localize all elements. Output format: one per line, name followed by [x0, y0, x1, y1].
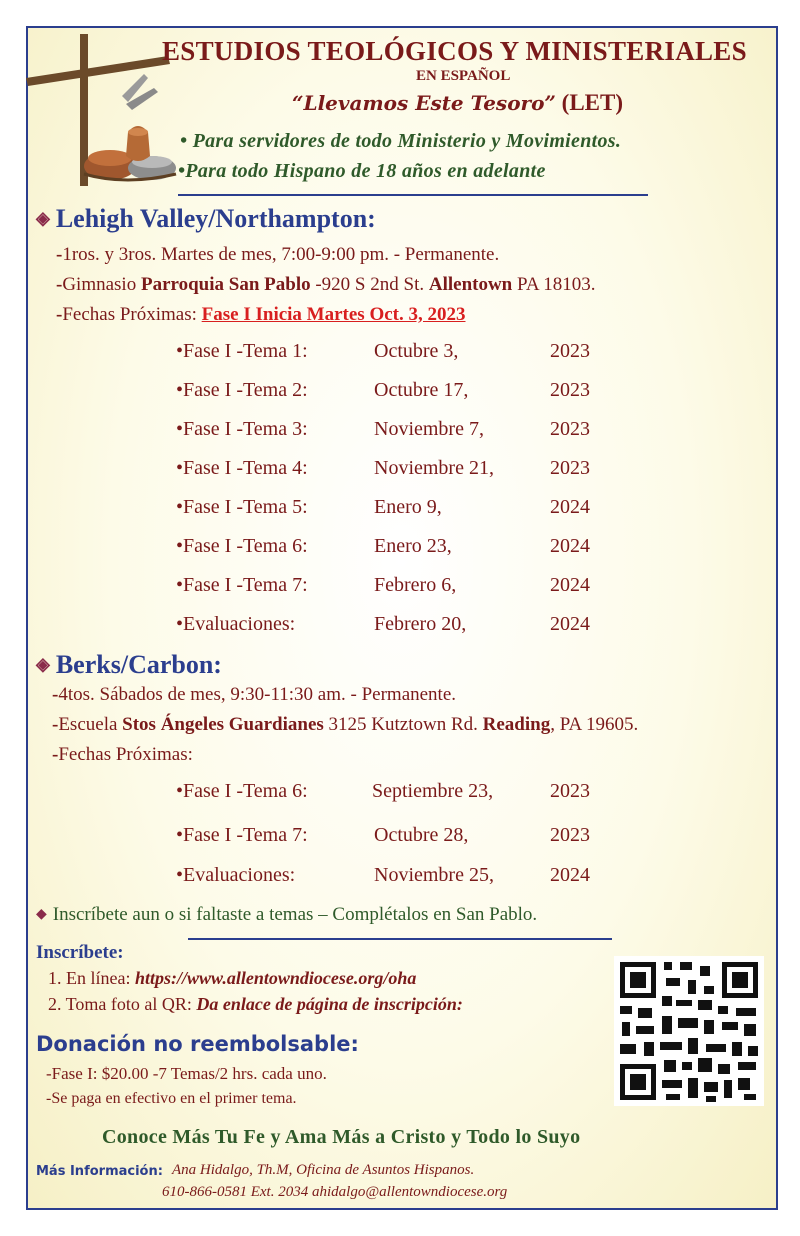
motto: Conoce Más Tu Fe y Ama Más a Cristo y Todo lo Suyo [102, 1126, 581, 1148]
qr-code-icon[interactable] [614, 956, 764, 1106]
lehigh-schedule-line: -1ros. y 3ros. Martes de mes, 7:00-9:00 pm. - Permanente. [56, 244, 500, 265]
berks-address-line: -Escuela Stos Ángeles Guardianes 3125 Kutztown Rd. Reading, PA 19605. [52, 714, 639, 735]
flyer [26, 26, 778, 1210]
info-contact-details: 610-866-0581 Ext. 2034 ahidalgo@allentowndiocese.org [162, 1184, 508, 1200]
audience-bullet-age: •Para todo Hispano de 18 años en adelante [178, 160, 546, 182]
table-row: •Fase I -Tema 6: Enero 23, 2024 [176, 535, 590, 557]
table-row: •Fase I -Tema 2: Octubre 17, 2023 [176, 379, 590, 401]
table-row: •Evaluaciones: Noviembre 25, 2024 [176, 864, 590, 886]
table-row: •Fase I -Tema 5: Enero 9, 2024 [176, 496, 590, 518]
table-row: •Fase I -Tema 7: Octubre 28, 2023 [176, 824, 590, 846]
table-row: •Evaluaciones: Febrero 20, 2024 [176, 613, 590, 635]
start-date-link[interactable]: Fase I Inicia Martes Oct. 3, 2023 [201, 304, 466, 325]
register-heading: Inscríbete: [36, 942, 124, 963]
lehigh-address-line: -Gimnasio Parroquia San Pablo -920 S 2nd St. Allentown PA 18103. [56, 274, 596, 295]
table-row: •Fase I -Tema 3: Noviembre 7, 2023 [176, 418, 590, 440]
table-row: •Fase I -Tema 7: Febrero 6, 2024 [176, 574, 590, 596]
register-online: 1. En línea: https://www.allentowndiocese.org/oha [48, 968, 417, 988]
diamond-icon: ◈ [36, 208, 50, 228]
lehigh-dates-line: -Fechas Próximas: Fase I Inicia Martes Oct. 3, 2023 [56, 304, 466, 325]
table-row: •Fase I -Tema 6: Septiembre 23, 2023 [176, 780, 590, 802]
audience-bullet-ministries: • Para servidores de todo Ministerio y Movimientos. [180, 130, 622, 152]
donation-heading: Donación no reembolsable: [36, 1032, 359, 1056]
diamond-icon: ◆ [36, 907, 47, 922]
page-subtitle: EN ESPAÑOL [416, 68, 511, 84]
table-row: •Fase I -Tema 1: Octubre 3, 2023 [176, 340, 590, 362]
section-heading-berks: ◈ Berks/Carbon: [36, 650, 222, 679]
header-divider [178, 194, 648, 196]
diamond-icon: ◈ [36, 654, 50, 674]
info-label: Más Información: [36, 1164, 163, 1179]
info-contact-name: Ana Hidalgo, Th.M, Oficina de Asuntos Hispanos. [172, 1162, 475, 1178]
slogan-quote: “Llevamos Este Tesoro” [292, 91, 556, 115]
register-qr-instruction: 2. Toma foto al QR: Da enlace de página de inscripción: [48, 994, 463, 1014]
berks-schedule-line: -4tos. Sábados de mes, 9:30-11:30 am. - Permanente. [52, 684, 457, 705]
page-title: ESTUDIOS TEOLÓGICOS Y MINISTERIALES [162, 36, 747, 66]
register-url-link[interactable]: https://www.allentowndiocese.org/oha [134, 968, 417, 988]
slogan-abbr: (LET) [561, 90, 624, 115]
note-divider [188, 938, 612, 940]
donation-amount: -Fase I: $20.00 -7 Temas/2 hrs. cada uno. [46, 1064, 327, 1083]
slogan [292, 90, 623, 116]
berks-dates-line: -Fechas Próximas: [52, 744, 193, 765]
donation-payment: -Se paga en efectivo en el primer tema. [46, 1090, 297, 1107]
makeup-note: ◆ Inscríbete aun o si faltaste a temas – Complétalos en San Pablo. [36, 904, 538, 925]
table-row: •Fase I -Tema 4: Noviembre 21, 2023 [176, 457, 590, 479]
section-heading-lehigh: ◈ Lehigh Valley/Northampton: [36, 204, 376, 233]
